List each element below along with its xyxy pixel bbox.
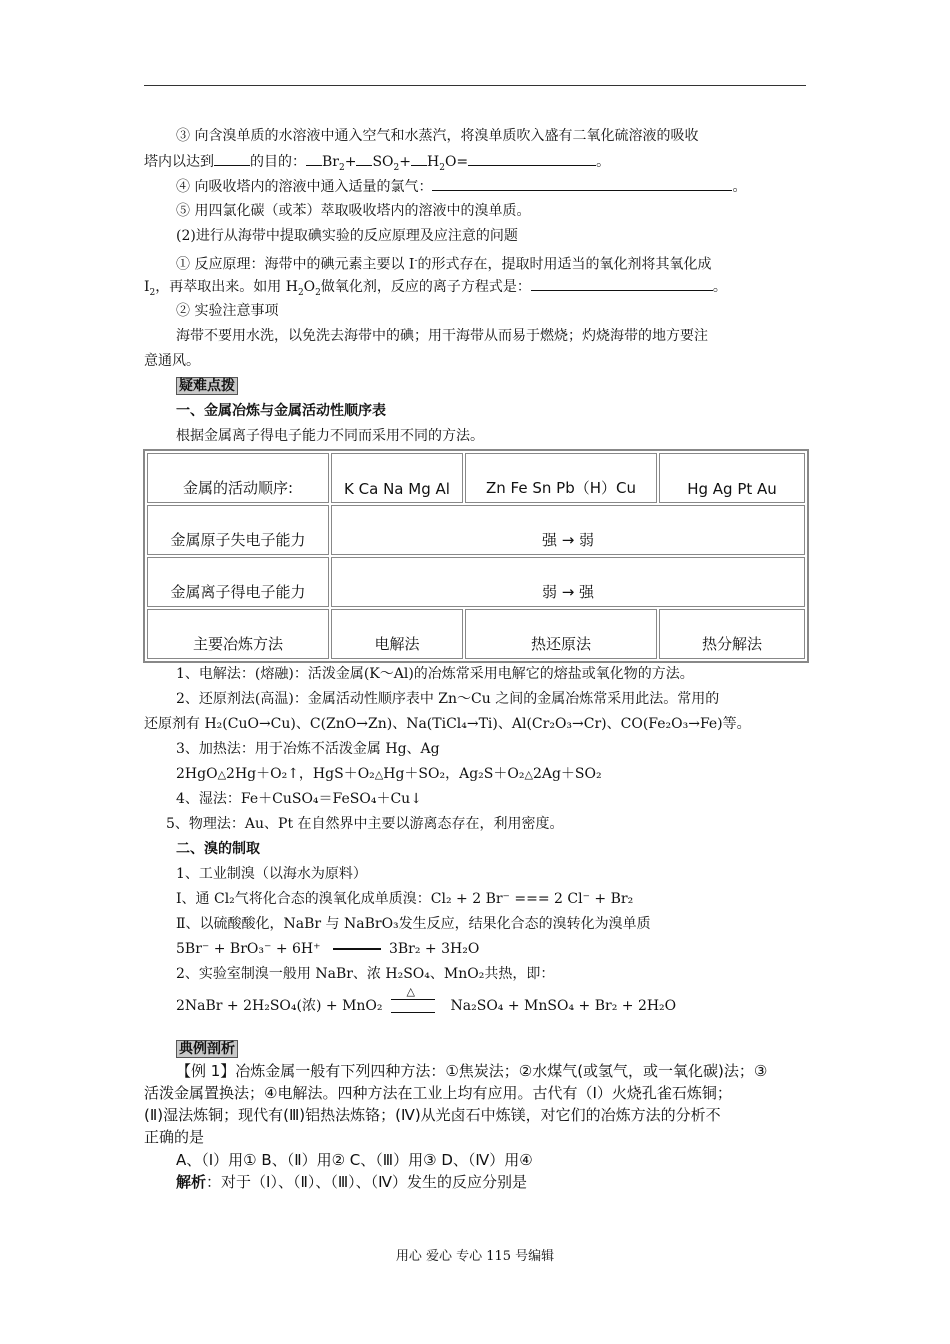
text-line: 2、实验室制溴一般用 NaBr、浓 H₂SO₄、MnO₂共热，即： [176,966,555,982]
text-line: 1、电解法：(熔融)：活泼金属(K～Al)的冶炼常采用电解它的熔盐或氧化物的方法。 [176,666,694,682]
header-rule [144,85,806,86]
text-line: ④ 向吸收塔内的溶液中通入适量的氯气： 。 [176,176,841,197]
section-tag: 典例剖析 [176,1039,841,1059]
table-cell: 主要冶炼方法 [147,609,329,659]
text-line: (2)进行从海带中提取碘实验的反应原理及应注意的问题 [176,228,518,244]
question-text: (Ⅱ)湿法炼铜；现代有(Ⅲ)铝热法炼铬；(Ⅳ)从光卤石中炼镁，对它们的冶炼方法的分析不 [144,1106,721,1124]
page-footer: 用心 爱心 专心 115 号编辑 [395,1249,555,1264]
metal-activity-table [143,449,809,663]
table-cell: 热分解法 [659,609,805,659]
text-line: $I_2$，再萃取出来。如用 $H_2O_2$做氧化剂，反应的离子方程式是： 。 [144,276,809,303]
text-line: 根据金属离子得电子能力不同而采用不同的方法。 [176,428,484,444]
section-heading: 一、金属冶炼与金属活动性顺序表 [176,403,386,419]
text-line: 意通风。 [144,353,200,369]
text-line: ⑤ 用四氯化碳（或苯）萃取吸收塔内的溶液中的溴单质。 [176,203,531,219]
text-line: 3、加热法：用于冶炼不活泼金属 Hg、Ag [176,741,440,757]
table-cell: Hg Ag Pt Au [659,453,805,503]
table-cell: 电解法 [331,609,463,659]
question-text: 【例 1】冶炼金属一般有下列四种方法：①焦炭法；②水煤气(或氢气，或一氧化碳)法；③ [176,1062,768,1080]
text-line: ③ 向含溴单质的水溶液中通入空气和水蒸汽，将溴单质吹入盛有二氧化硫溶液的吸收 [176,128,699,144]
text-line: ② 实验注意事项 [176,303,279,319]
table-cell: 金属原子失电子能力 [147,505,329,555]
table-row [147,557,805,607]
section-tag: 疑难点拨 [176,376,841,396]
table-row [147,609,805,659]
table-cell: K Ca Na Mg Al [331,453,463,503]
table-row [147,453,805,503]
table-row [147,505,805,555]
text-line: Ⅰ、通 Cl₂气将化合态的溴氧化成单质溴：Cl₂ + 2 Br⁻ === 2 Cl⁻ + Br₂ [176,891,634,907]
analysis-text: 解析：对于（Ⅰ）、（Ⅱ）、（Ⅲ）、（Ⅳ）发生的反应分别是 [176,1173,528,1191]
text-line: 4、湿法：Fe＋CuSO₄＝FeSO₄＋Cu↓ [176,791,422,807]
equation-line: 2HgO△2Hg＋O₂↑，HgS＋O₂△Hg＋SO₂，Ag₂S＋O₂△2Ag＋SO₂ [176,766,602,782]
text-line: 5、物理法：Au、Pt 在自然界中主要以游离态存在，利用密度。 [166,816,564,832]
text-line: 2、还原剂法(高温)：金属活动性顺序表中 Zn～Cu 之间的金属冶炼常采用此法。常用的 [176,691,720,707]
question-text: 活泼金属置换法；④电解法。四种方法在工业上均有应用。古代有（Ⅰ）火烧孔雀石炼铜； [144,1084,732,1102]
table-cell: 弱 → 强 [331,557,805,607]
equation-line: 5Br⁻ + BrO₃⁻ + 6H⁺ 3Br₂ + 3H₂O [176,941,480,957]
section-heading: 二、溴的制取 [176,841,260,857]
answer-options: A、（Ⅰ）用① B、（Ⅱ）用② C、（Ⅲ）用③ D、（Ⅳ）用④ [176,1151,533,1169]
text-line: 海带不要用水洗，以免洗去海带中的碘；用干海带从而易于燃烧；灼烧海带的地方要注 [176,328,708,344]
question-text: 正确的是 [144,1128,205,1146]
text-line: 塔内以达到 的目的： $Br_2+ SO_2+ H_2O=$ 。 [144,151,809,178]
text-line: Ⅱ、以硫酸酸化，NaBr 与 NaBrO₃发生反应，结果化合态的溴转化为溴单质 [176,916,651,932]
table-cell: 强 → 弱 [331,505,805,555]
text-line: 还原剂有 H₂(CuO→Cu)、C(ZnO→Zn)、Na(TiCl₄→Ti)、Al(Cr₂O₃→Cr)、CO(Fe₂O₃→Fe)等。 [144,716,751,732]
table-cell: 热还原法 [465,609,657,659]
equation-line: 2NaBr + 2H₂SO₄(浓) + MnO₂ △ Na₂SO₄ + MnSO₄ + Br₂ + 2H₂O [176,985,677,1014]
text-line: 1、工业制溴（以海水为原料） [176,866,367,882]
table-cell: Zn Fe Sn Pb（H）Cu [465,453,657,503]
text-line: ① 反应原理：海带中的碘元素主要以 I-的形式存在，提取时用适当的氧化剂将其氧化成 [176,256,712,273]
table-cell: 金属的活动顺序: [147,453,329,503]
table-cell: 金属离子得电子能力 [147,557,329,607]
